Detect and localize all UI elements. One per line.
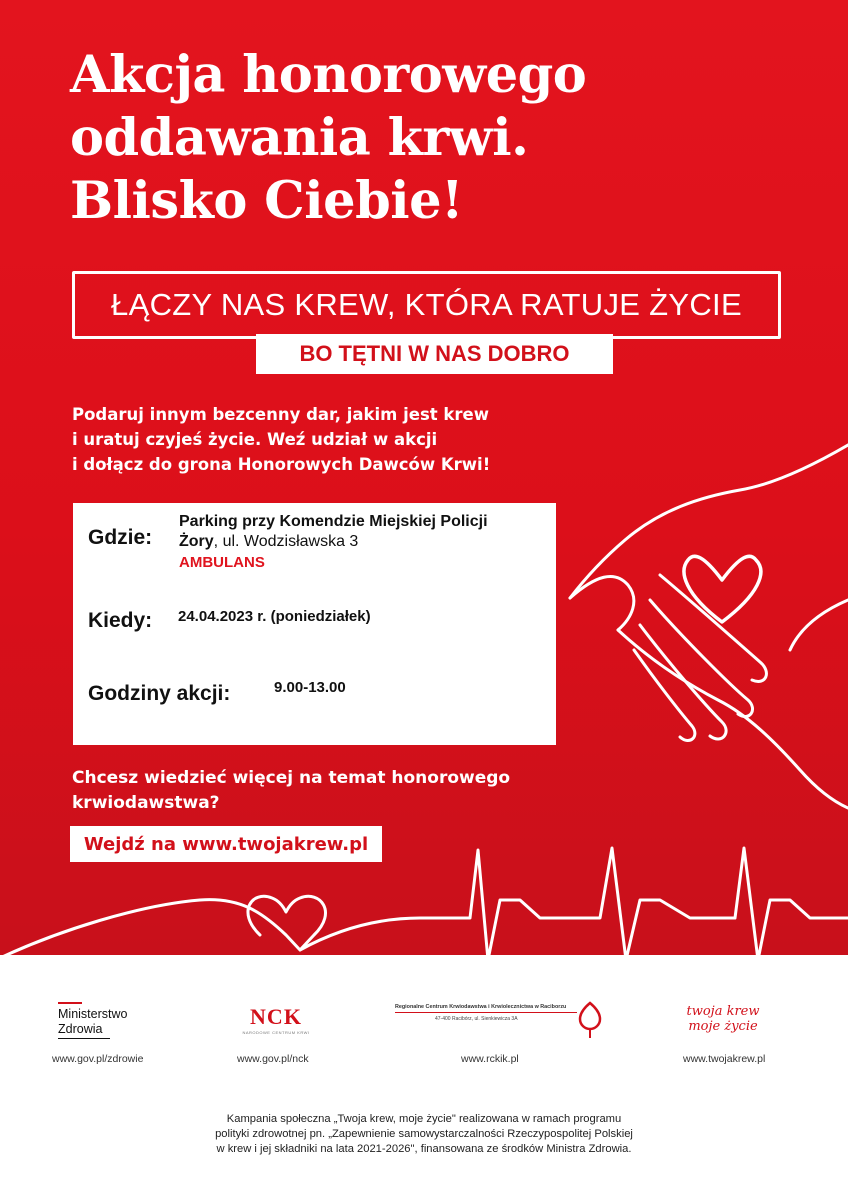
headline-line: Blisko Ciebie! [70, 171, 463, 231]
campaign-disclaimer [120, 1112, 728, 1157]
nck-logo-sub: NARODOWE CENTRUM KRWI [242, 1030, 310, 1035]
where-city: Żory [179, 533, 214, 550]
where-label: Gdzie: [88, 526, 153, 549]
slogan-sub: BO TĘTNI W NAS DOBRO [256, 334, 613, 374]
headline-line: oddawania krwi. [70, 108, 529, 168]
event-info-box [73, 503, 556, 745]
intro-line: i dołącz do grona Honorowych Dawców Krwi! [72, 455, 491, 474]
where-address: , ul. Wodzisławska 3 [213, 533, 359, 550]
slogan-frame [72, 271, 781, 339]
where-note: AMBULANS [179, 554, 265, 571]
hours-label: Godziny akcji: [88, 682, 231, 705]
ministry-logo-bar [58, 1002, 82, 1004]
when-label: Kiedy: [88, 609, 153, 632]
rckik-address: 47-400 Racibórz, ul. Sienkiewicza 3A [435, 1016, 518, 1022]
website-link[interactable]: Wejdź na www.twojakrew.pl [70, 826, 382, 862]
more-line: krwiodawstwa? [72, 793, 220, 813]
disclaimer-line: polityki zdrowotnej pn. „Zapewnienie samowystarczalności Rzeczypospolitej Polskiej [215, 1128, 633, 1140]
ministry-logo [58, 1002, 158, 1039]
twojakrew-line2: moje życie [688, 1019, 758, 1034]
ministry-url[interactable]: www.gov.pl/zdrowie [52, 1053, 144, 1065]
ministry-name-2: Zdrowia [58, 1022, 103, 1036]
where-location: Parking przy Komendzie Miejskiej Policji [179, 513, 488, 530]
intro-text [72, 402, 592, 477]
disclaimer-line: Kampania społeczna „Twoja krew, moje życie" realizowana w ramach programu [226, 1113, 622, 1125]
when-value: 24.04.2023 r. (poniedziałek) [178, 608, 371, 625]
nck-logo [236, 1004, 316, 1035]
hours-value: 9.00-13.00 [274, 679, 346, 696]
rckik-name: Regionalne Centrum Krwiodawstwa i Krwiolecznictwa w Raciborzu [395, 1004, 567, 1010]
ministry-name-1: Ministerstwo [58, 1007, 128, 1021]
rckik-url[interactable]: www.rckik.pl [461, 1053, 519, 1065]
nck-url[interactable]: www.gov.pl/nck [237, 1053, 309, 1065]
rckik-divider [395, 1012, 577, 1013]
blood-drop-icon [577, 1000, 603, 1040]
twojakrew-logo [668, 1004, 778, 1034]
intro-line: Podaruj innym bezcenny dar, jakim jest krew [72, 405, 489, 424]
twojakrew-url[interactable]: www.twojakrew.pl [683, 1053, 766, 1065]
headline-line: Akcja honorowego [70, 45, 587, 105]
nck-logo-text: NCK [250, 1004, 302, 1029]
intro-line: i uratuj czyjeś życie. Weź udział w akcji [72, 430, 438, 449]
headline [70, 44, 770, 233]
twojakrew-line1: twoja krew [686, 1004, 760, 1019]
slogan-main: ŁĄCZY NAS KREW, KTÓRA RATUJE ŻYCIE [111, 287, 742, 322]
disclaimer-line: w krew i jej składniki na lata 2021-2026", finansowana ze środków Ministra Zdrowia. [216, 1143, 632, 1155]
more-line: Chcesz wiedzieć więcej na temat honorowego [72, 768, 511, 788]
where-address-line [179, 533, 358, 551]
more-info-text [72, 766, 552, 816]
rckik-logo [395, 1004, 607, 1022]
ministry-underline [58, 1038, 110, 1039]
